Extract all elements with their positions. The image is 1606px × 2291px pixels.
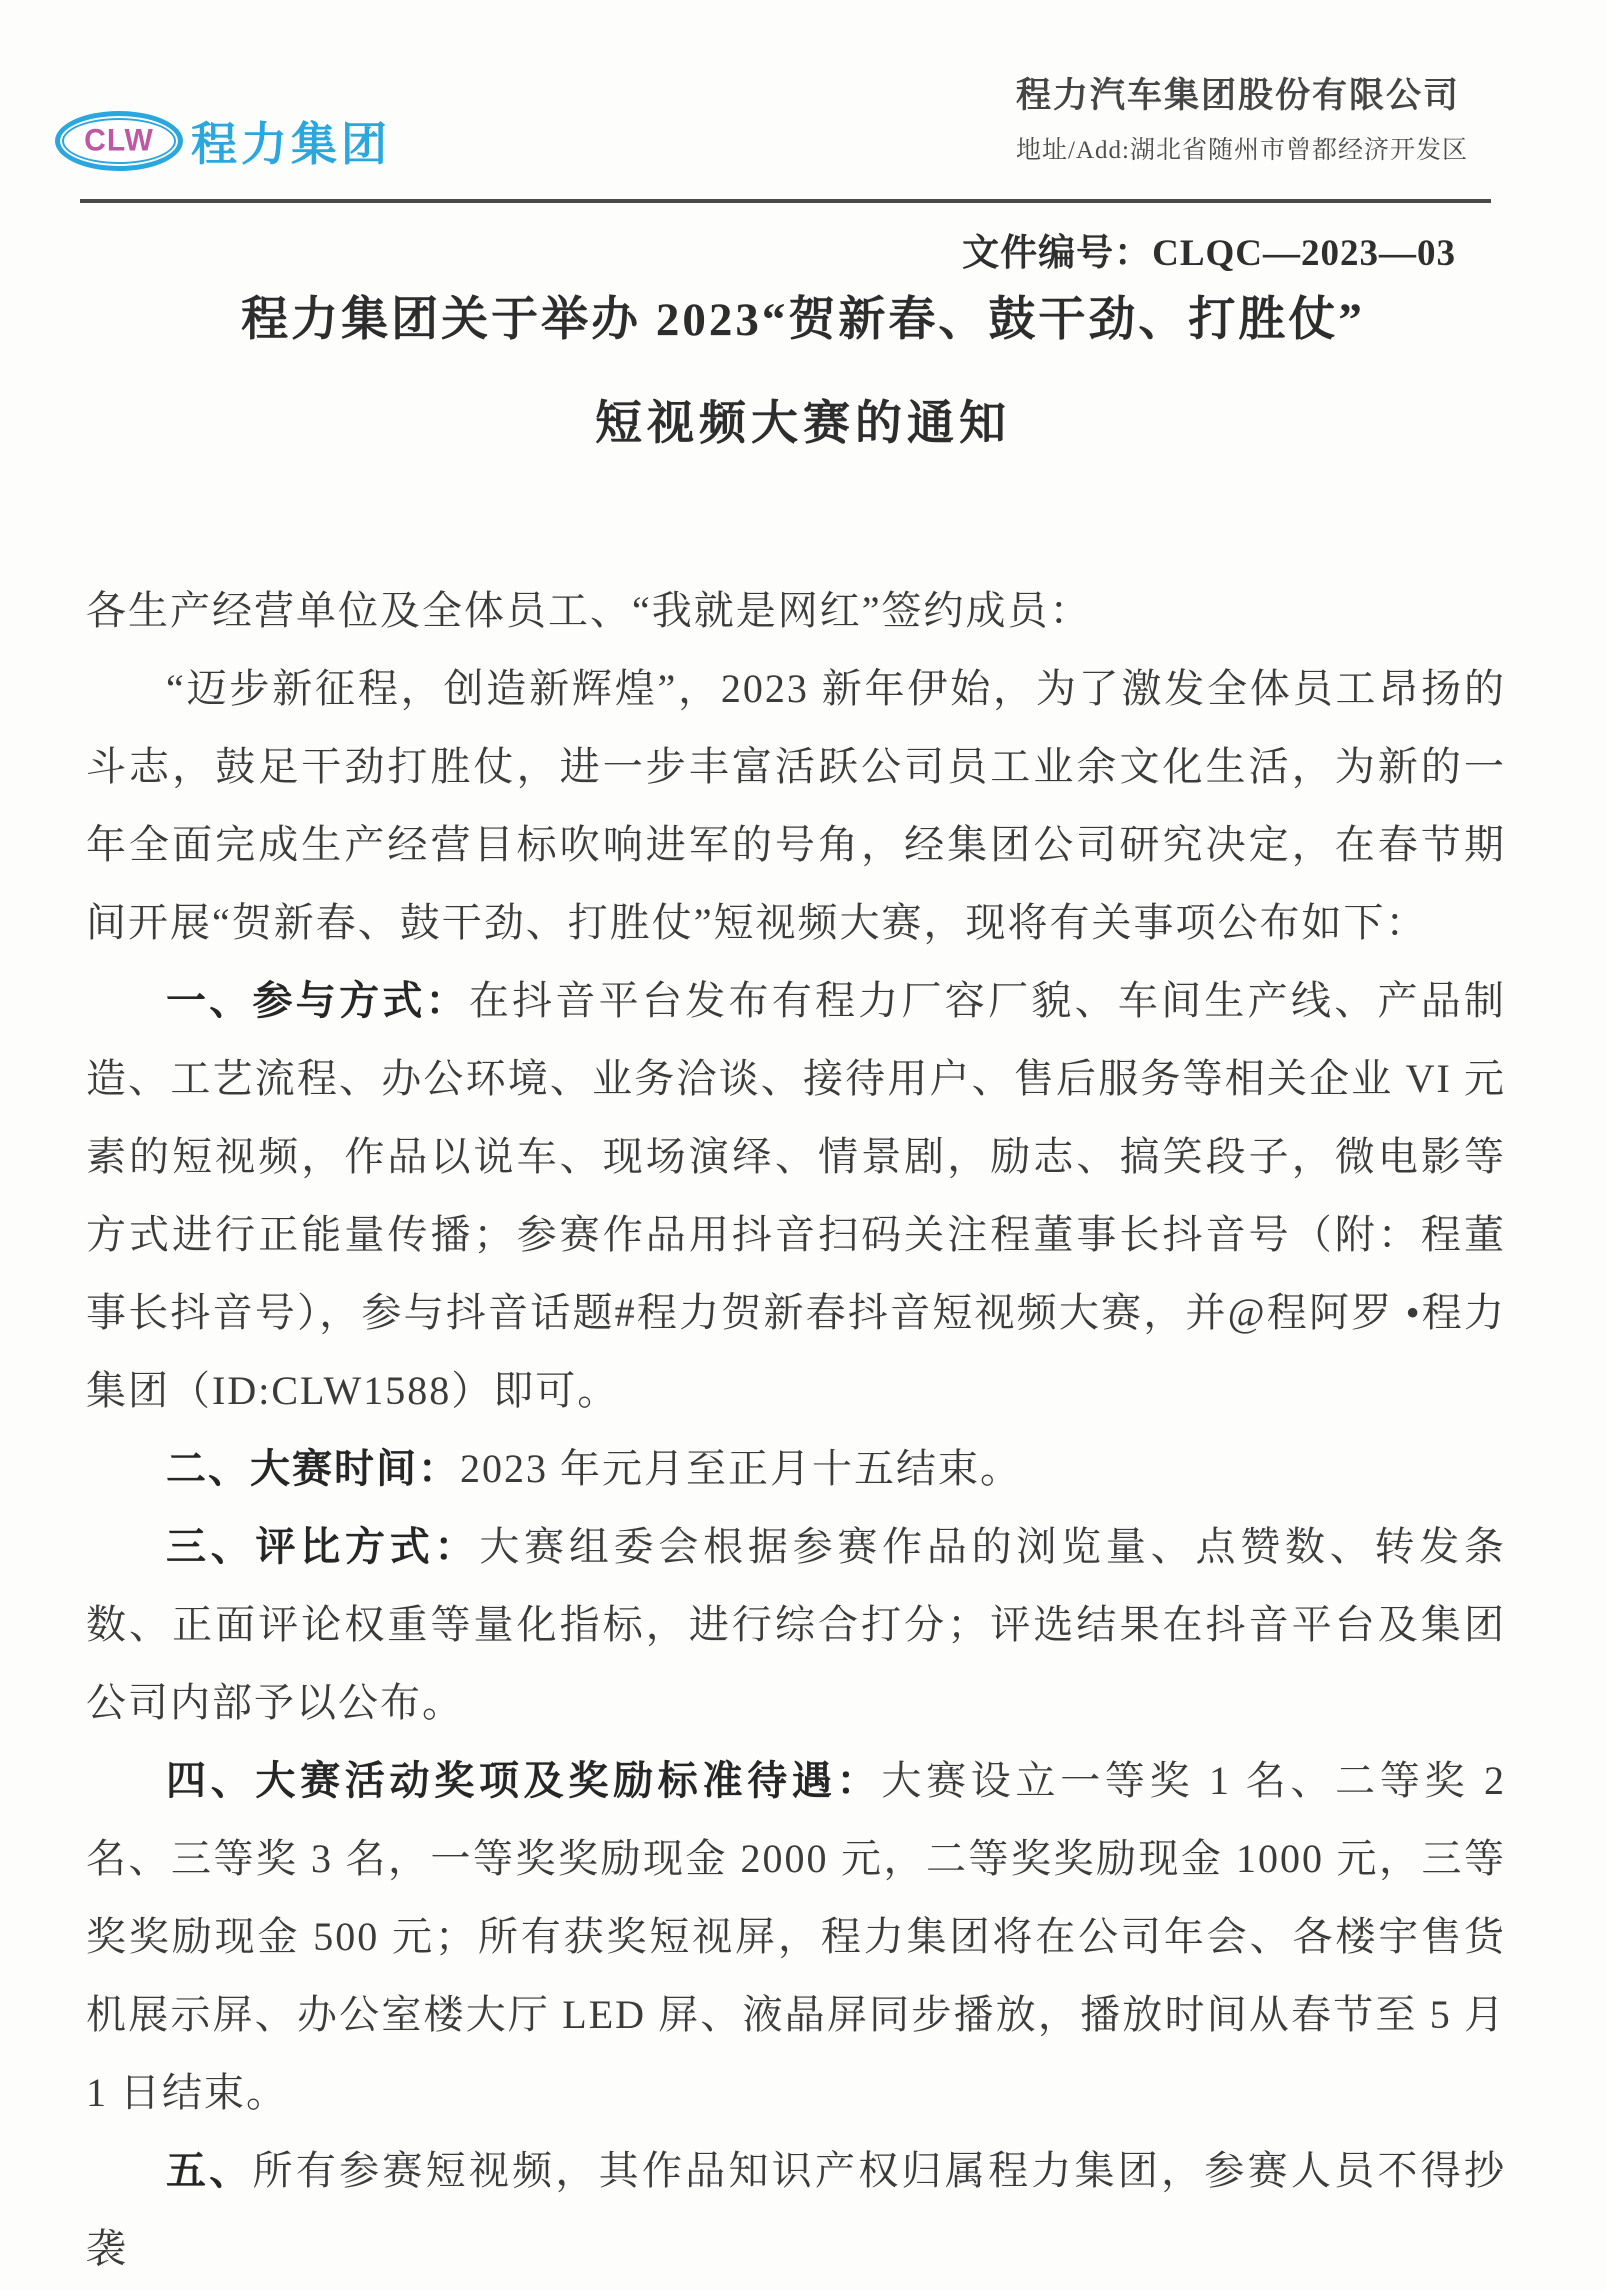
paragraph-lead: 五、 — [166, 2148, 253, 2193]
paragraph-lead: 二、大赛时间： — [166, 1446, 460, 1491]
clw-logo-mark: CLW — [84, 123, 154, 158]
letterhead — [0, 0, 1606, 205]
doc-number: 文件编号：CLQC—2023—03 — [962, 233, 1456, 274]
doc-title — [0, 294, 1606, 450]
salutation: 各生产经营单位及全体员工、“我就是网红”签约成员： — [86, 588, 1092, 633]
paragraph-section-2 — [86, 1430, 1506, 1508]
doc-title-line-2: 短视频大赛的通知 — [595, 398, 1011, 450]
paragraph-text: 2023 年元月至正月十五结束。 — [460, 1446, 1022, 1491]
doc-title-line-1: 程力集团关于举办 2023“贺新春、鼓干劲、打胜仗” — [241, 294, 1365, 346]
company-name: 程力汽车集团股份有限公司 — [1016, 76, 1461, 115]
company-address: 地址/Add:湖北省随州市曾都经济开发区 — [1016, 137, 1468, 164]
paragraph-text: 大赛设立一等奖 1 名、二等奖 2 名、三等奖 3 名，一等奖奖励现金 2000 元，二等奖奖励现金 1000 元，三等奖奖励现金 500 元；所有获奖短视屏，程力集团将在公司年会、各楼宇售货机展示屏、办公室楼大厅 LED 屏、液晶屏同步播放，播放时间从春节至 5 月 1 日结束。 — [86, 1758, 1507, 2115]
header-divider — [80, 199, 1491, 203]
paragraph-text: “迈步新征程，创造新辉煌”，2023 新年伊始，为了激发全体员工昂扬的斗志，鼓足干劲打胜仗，进一步丰富活跃公司员工业余文化生活，为新的一年全面完成生产经营目标吹响进军的号角，经集团公司研究决定，在春节期间开展“贺新春、鼓干劲、打胜仗”短视频大赛，现将有关事项公布如下： — [86, 666, 1506, 945]
paragraph-text: 所有参赛短视频，其作品知识产权归属程力集团，参赛人员不得抄袭 — [86, 2148, 1507, 2271]
document-body — [86, 572, 1506, 2288]
paragraph-section-3 — [86, 1508, 1506, 1742]
clw-logo — [55, 108, 391, 174]
paragraph-text: 在抖音平台发布有程力厂容厂貌、车间生产线、产品制造、工艺流程、办公环境、业务洽谈、接待用户、售后服务等相关企业 VI 元素的短视频，作品以说车、现场演绎、情景剧，励志、搞笑段子，微电影等方式进行正能量传播；参赛作品用抖音扫码关注程董事长抖音号（附：程董事长抖音号），参与抖音话题#程力贺新春抖音短视频大赛，并@程阿罗 •程力集团（ID:CLW1588）即可。 — [86, 978, 1507, 1413]
paragraph-section-5 — [86, 2132, 1506, 2288]
paragraph-lead: 三、评比方式： — [166, 1524, 480, 1569]
paragraph-lead: 四、大赛活动奖项及奖励标准待遇： — [166, 1758, 882, 1803]
company-block — [1016, 68, 1468, 166]
paragraph-intro — [86, 650, 1506, 962]
paragraph-section-4 — [86, 1742, 1506, 2132]
paragraph-lead: 一、参与方式： — [166, 978, 469, 1023]
clw-logo-icon — [55, 111, 183, 171]
paragraph-text: 大赛组委会根据参赛作品的浏览量、点赞数、转发条数、正面评论权重等量化指标，进行综合打分；评选结果在抖音平台及集团公司内部予以公布。 — [86, 1524, 1507, 1725]
clw-logo-text: 程力集团 — [191, 118, 391, 170]
paragraph-section-1 — [86, 962, 1506, 1430]
